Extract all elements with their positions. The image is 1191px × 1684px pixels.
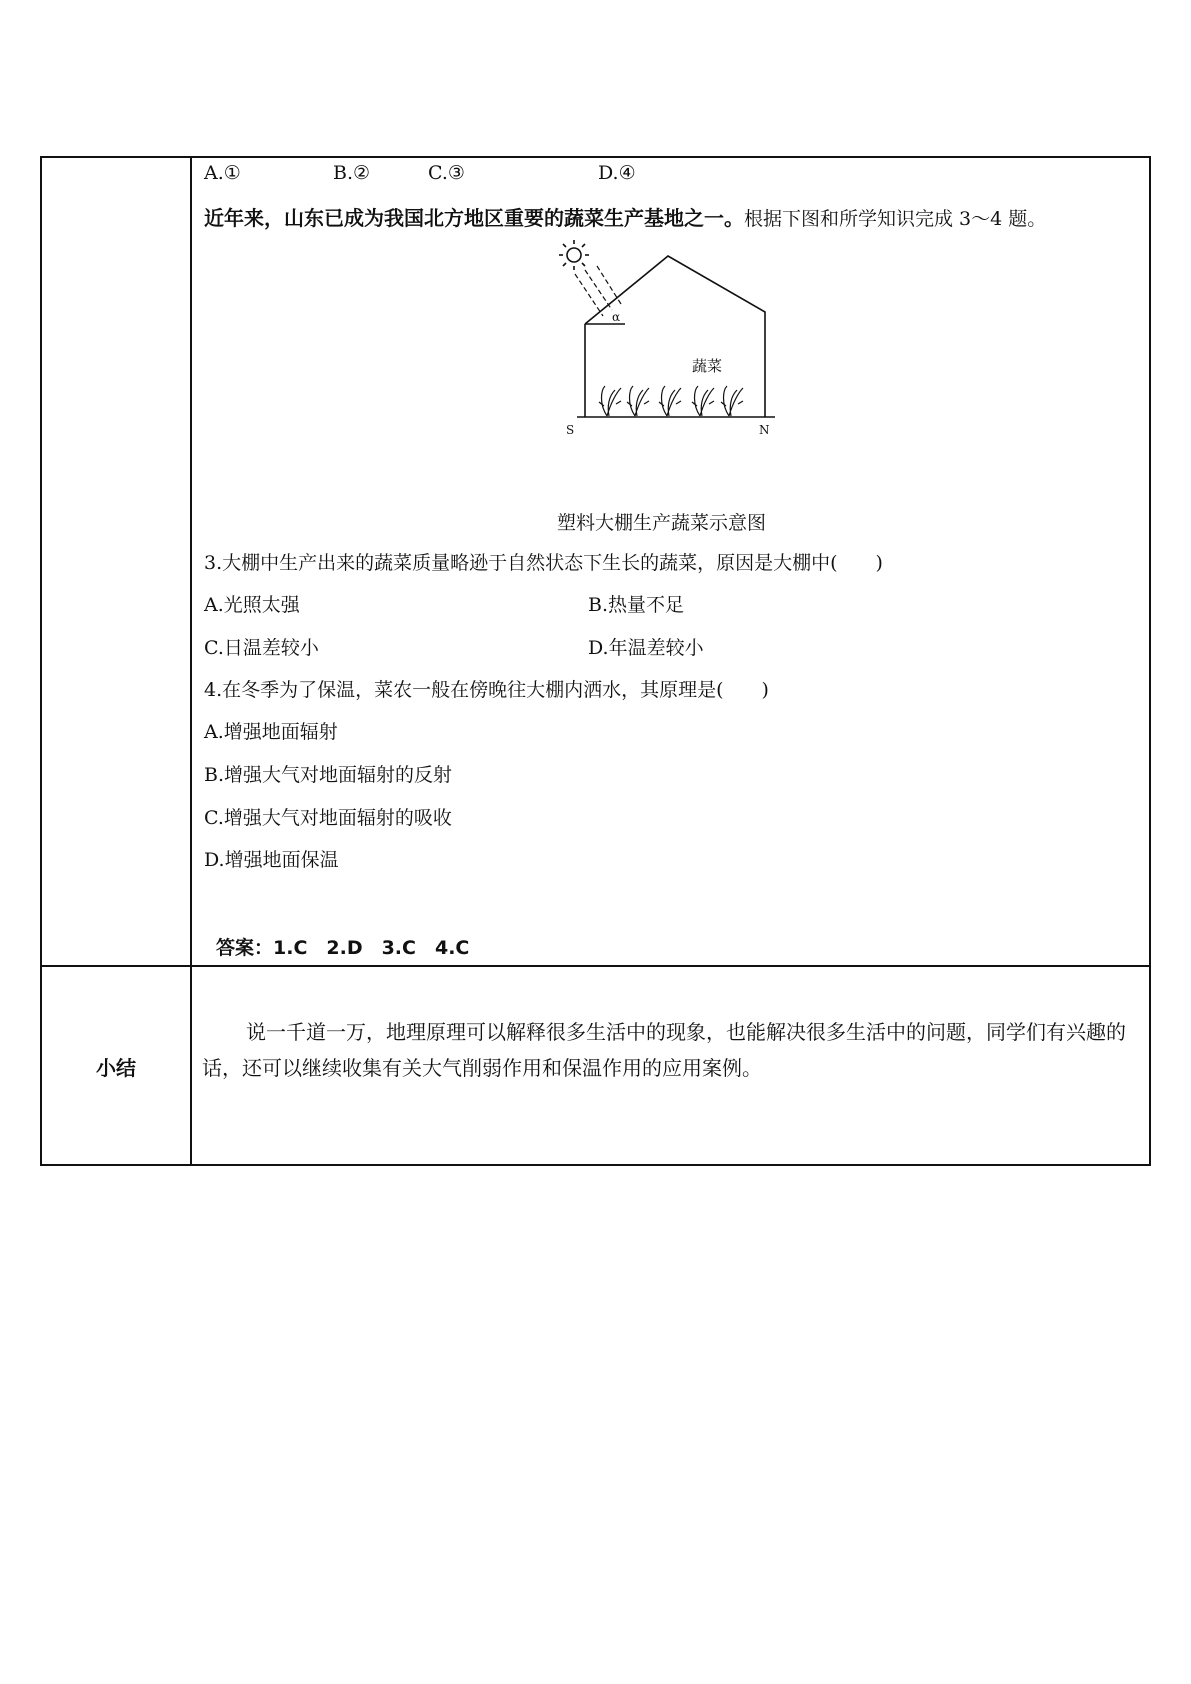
question-4-option-a: A.增强地面辐射 — [204, 721, 338, 743]
answer-line: 答案：1.C 2.D 3.C 4.C — [216, 937, 470, 959]
plant-icon — [627, 386, 649, 416]
south-label: S — [566, 423, 575, 437]
summary-label: 小结 — [96, 1056, 136, 1080]
summary-text: 说一千道一万，地理原理可以解释很多生活中的现象，也能解决很多生活中的问题，同学们有兴趣的话，还可以继续收集有关大气削弱作用和保温作用的应用案例。 — [202, 1020, 1126, 1080]
question-4-option-d: D.增强地面保温 — [204, 849, 339, 871]
plant-icon — [692, 386, 714, 416]
table-border-right — [1149, 156, 1151, 1166]
question-3-option-d: D.年温差较小 — [588, 637, 704, 659]
plant-icon — [599, 386, 621, 416]
intro-line — [204, 202, 1046, 231]
question-4-stem: 4.在冬季为了保温，菜农一般在傍晚往大棚内洒水，其原理是( ) — [204, 679, 769, 701]
option-b: B.② — [333, 162, 371, 184]
table-row-divider — [40, 965, 1151, 967]
greenhouse-outline — [577, 256, 775, 417]
table-border-top — [40, 156, 1151, 158]
plant-icon — [721, 386, 743, 416]
option-c: C.③ — [428, 162, 465, 184]
crop-label: 蔬菜 — [692, 357, 723, 375]
angle-label: α — [612, 310, 621, 324]
question-4-option-c: C.增强大气对地面辐射的吸收 — [204, 807, 452, 829]
sun-icon — [559, 240, 589, 270]
table-column-divider — [190, 156, 192, 1166]
table-border-bottom — [40, 1164, 1151, 1166]
question-3-option-a: A.光照太强 — [204, 594, 300, 616]
intro-bold-text: 近年来，山东已成为我国北方地区重要的蔬菜生产基地之一。 — [204, 206, 744, 230]
question-4-option-b: B.增强大气对地面辐射的反射 — [204, 764, 453, 786]
north-label: N — [759, 423, 770, 437]
lesson-table — [40, 156, 1151, 1166]
plant-icon — [659, 386, 681, 416]
intro-normal-text: 根据下图和所学知识完成 3～4 题。 — [744, 208, 1047, 230]
sun-rays — [575, 266, 621, 316]
figure-caption: 塑料大棚生产蔬菜示意图 — [557, 512, 767, 534]
vegetable-plants — [599, 386, 743, 416]
table-border-left — [40, 156, 42, 1166]
question-3-option-c: C.日温差较小 — [204, 637, 319, 659]
question-3-stem: 3.大棚中生产出来的蔬菜质量略逊于自然状态下生长的蔬菜，原因是大棚中( ) — [204, 552, 883, 574]
option-d: D.④ — [598, 162, 636, 184]
greenhouse-diagram — [555, 234, 835, 474]
question-3-option-b: B.热量不足 — [588, 594, 685, 616]
option-a: A.① — [204, 162, 241, 184]
